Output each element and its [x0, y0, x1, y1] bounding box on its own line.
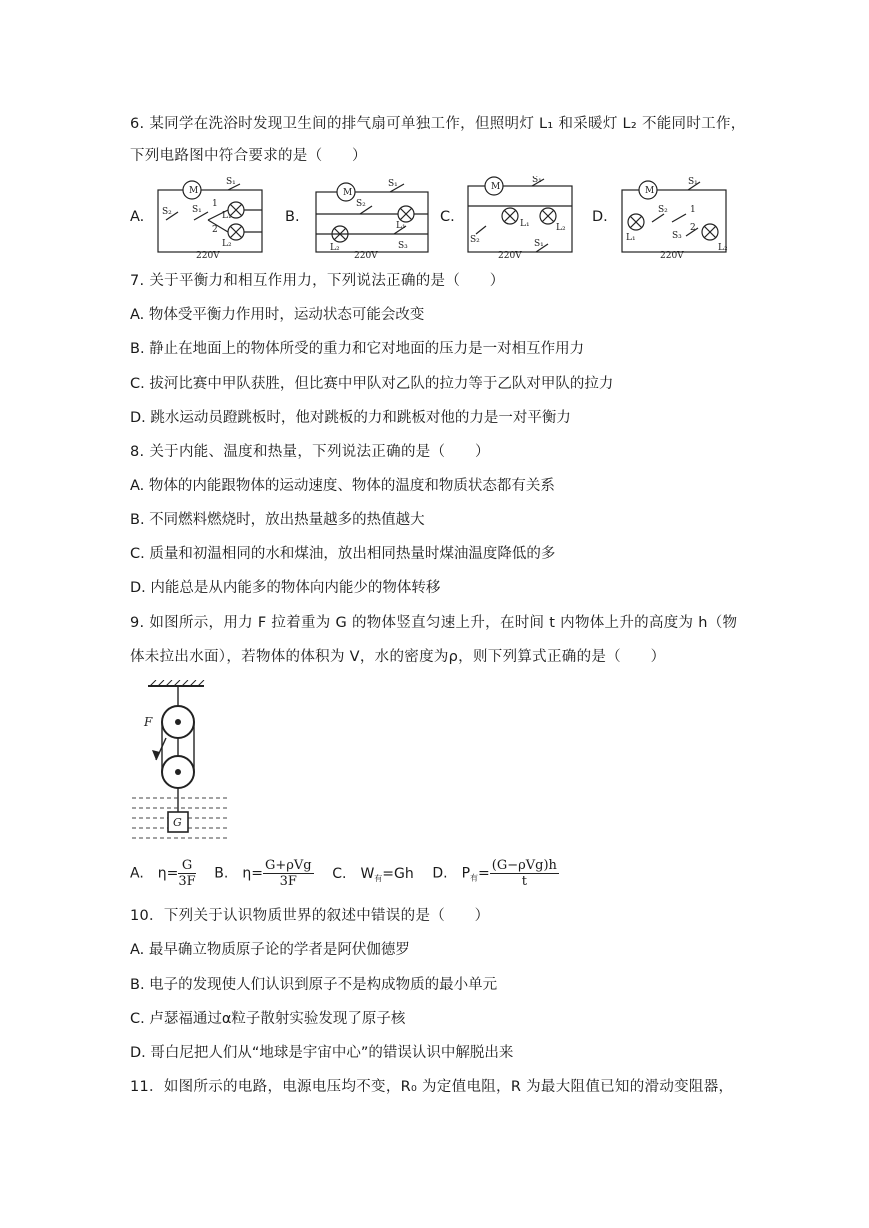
circuit-diagram-c — [464, 176, 579, 262]
circuit-diagram-a — [152, 176, 267, 262]
force-label: F — [144, 715, 153, 729]
svg-text:M: M — [645, 186, 655, 196]
svg-text:S₂: S₂ — [658, 205, 668, 215]
option-b-label: B. — [285, 209, 300, 225]
question-10-option-c: C. 卢瑟福通过α粒子散射实验发现了原子核 — [130, 1011, 406, 1027]
question-7-option-c: C. 拔河比赛中甲队获胜，但比赛中甲队对乙队的拉力等于乙队对甲队的拉力 — [130, 376, 614, 392]
question-7-option-a: A. 物体受平衡力作用时，运动状态可能会改变 — [130, 307, 425, 323]
svg-text:S₁: S₁ — [388, 179, 398, 189]
question-9-line-1: 9. 如图所示，用力 F 拉着重为 G 的物体竖直匀速上升，在时间 t 内物体上升的高度为 h（物 — [130, 615, 738, 631]
question-11-line-1: 11．如图所示的电路，电源电压均不变，R₀ 为定值电阻，R 为最大阻值已知的滑动变阻器， — [130, 1079, 734, 1095]
pulley-figure — [130, 680, 230, 850]
question-7-option-b: B. 静止在地面上的物体所受的重力和它对地面的压力是一对相互作用力 — [130, 341, 585, 357]
svg-text:S₁: S₁ — [192, 205, 202, 215]
svg-text:S₃: S₃ — [398, 241, 408, 251]
svg-text:L₂: L₂ — [222, 239, 232, 249]
question-6-circuit-options — [130, 176, 730, 262]
option-a-label: A. — [130, 209, 145, 225]
svg-text:S₂: S₂ — [162, 207, 172, 217]
svg-text:S₂: S₂ — [470, 235, 480, 245]
svg-text:S₁: S₁ — [688, 177, 698, 187]
question-9-option-d: D. $P_有=$ $\frac{\text{(G−ρVg)h}}{t}$ — [432, 858, 557, 889]
question-8-option-c: C. 质量和初温相同的水和煤油，放出相同热量时煤油温度降低的多 — [130, 546, 556, 562]
motor-label: M — [189, 186, 199, 196]
svg-text:S₁: S₁ — [534, 239, 544, 249]
question-10-stem: 10．下列关于认识物质世界的叙述中错误的是（ ） — [130, 908, 490, 924]
svg-text:220V: 220V — [196, 251, 220, 261]
weight-label: G — [173, 816, 182, 829]
question-10-option-d: D. 哥白尼把人们从“地球是宇宙中心”的错误认识中解脱出来 — [130, 1045, 514, 1061]
svg-text:220V: 220V — [660, 251, 684, 261]
question-9-options — [130, 858, 573, 888]
svg-text:S₁: S₁ — [532, 176, 542, 185]
question-8-option-d: D. 内能总是从内能多的物体向内能少的物体转移 — [130, 580, 441, 596]
question-8-stem: 8. 关于内能、温度和热量，下列说法正确的是（ ） — [130, 444, 490, 460]
svg-text:M: M — [491, 182, 501, 192]
question-9-option-b: B. η= $\frac{\text{G+ρVg}}{3F}$ — [214, 858, 312, 889]
question-6-line-2: 下列电路图中符合要求的是（ ） — [130, 148, 367, 164]
question-6-line-1: 6. 某同学在洗浴时发现卫生间的排气扇可单独工作，但照明灯 L₁ 和采暖灯 L₂ 不能同时工作， — [130, 116, 746, 132]
circuit-diagram-b — [310, 176, 432, 262]
svg-text:220V: 220V — [354, 251, 378, 261]
svg-text:S₁: S₁ — [226, 177, 236, 187]
question-10-option-a: A. 最早确立物质原子论的学者是阿伏伽德罗 — [130, 942, 410, 958]
svg-text:L₁: L₁ — [222, 211, 232, 221]
svg-text:2: 2 — [690, 223, 696, 233]
svg-text:L₁: L₁ — [626, 233, 636, 243]
svg-text:1: 1 — [212, 199, 218, 209]
question-10-option-b: B. 电子的发现使人们认识到原子不是构成物质的最小单元 — [130, 977, 498, 993]
svg-text:1: 1 — [690, 205, 696, 215]
svg-text:S₃: S₃ — [672, 231, 682, 241]
svg-text:S₂: S₂ — [356, 199, 366, 209]
question-8-option-a: A. 物体的内能跟物体的运动速度、物体的温度和物质状态都有关系 — [130, 478, 555, 494]
question-9-line-2: 体未拉出水面），若物体的体积为 V，水的密度为ρ，则下列算式正确的是（ ） — [130, 649, 666, 665]
circuit-diagram-d — [618, 176, 733, 262]
option-c-label: C. — [440, 209, 455, 225]
svg-text:L₂: L₂ — [330, 243, 340, 253]
svg-text:M: M — [343, 188, 353, 198]
question-8-option-b: B. 不同燃料燃烧时，放出热量越多的热值越大 — [130, 512, 425, 528]
svg-text:L₁: L₁ — [520, 219, 530, 229]
question-9-option-a: A. η= $\frac{G}{3F}$ — [130, 858, 196, 889]
question-7-option-d: D. 跳水运动员蹬跳板时，他对跳板的力和跳板对他的力是一对平衡力 — [130, 410, 571, 426]
question-9-option-c: C. $W_有=Gh$ — [332, 866, 414, 883]
svg-text:2: 2 — [212, 225, 218, 235]
svg-text:L₁: L₁ — [396, 221, 406, 231]
svg-text:L₂: L₂ — [718, 243, 728, 253]
question-7-stem: 7. 关于平衡力和相互作用力，下列说法正确的是（ ） — [130, 273, 505, 289]
svg-text:220V: 220V — [498, 251, 522, 261]
svg-text:L₂: L₂ — [556, 223, 566, 233]
option-d-label: D. — [592, 209, 608, 225]
